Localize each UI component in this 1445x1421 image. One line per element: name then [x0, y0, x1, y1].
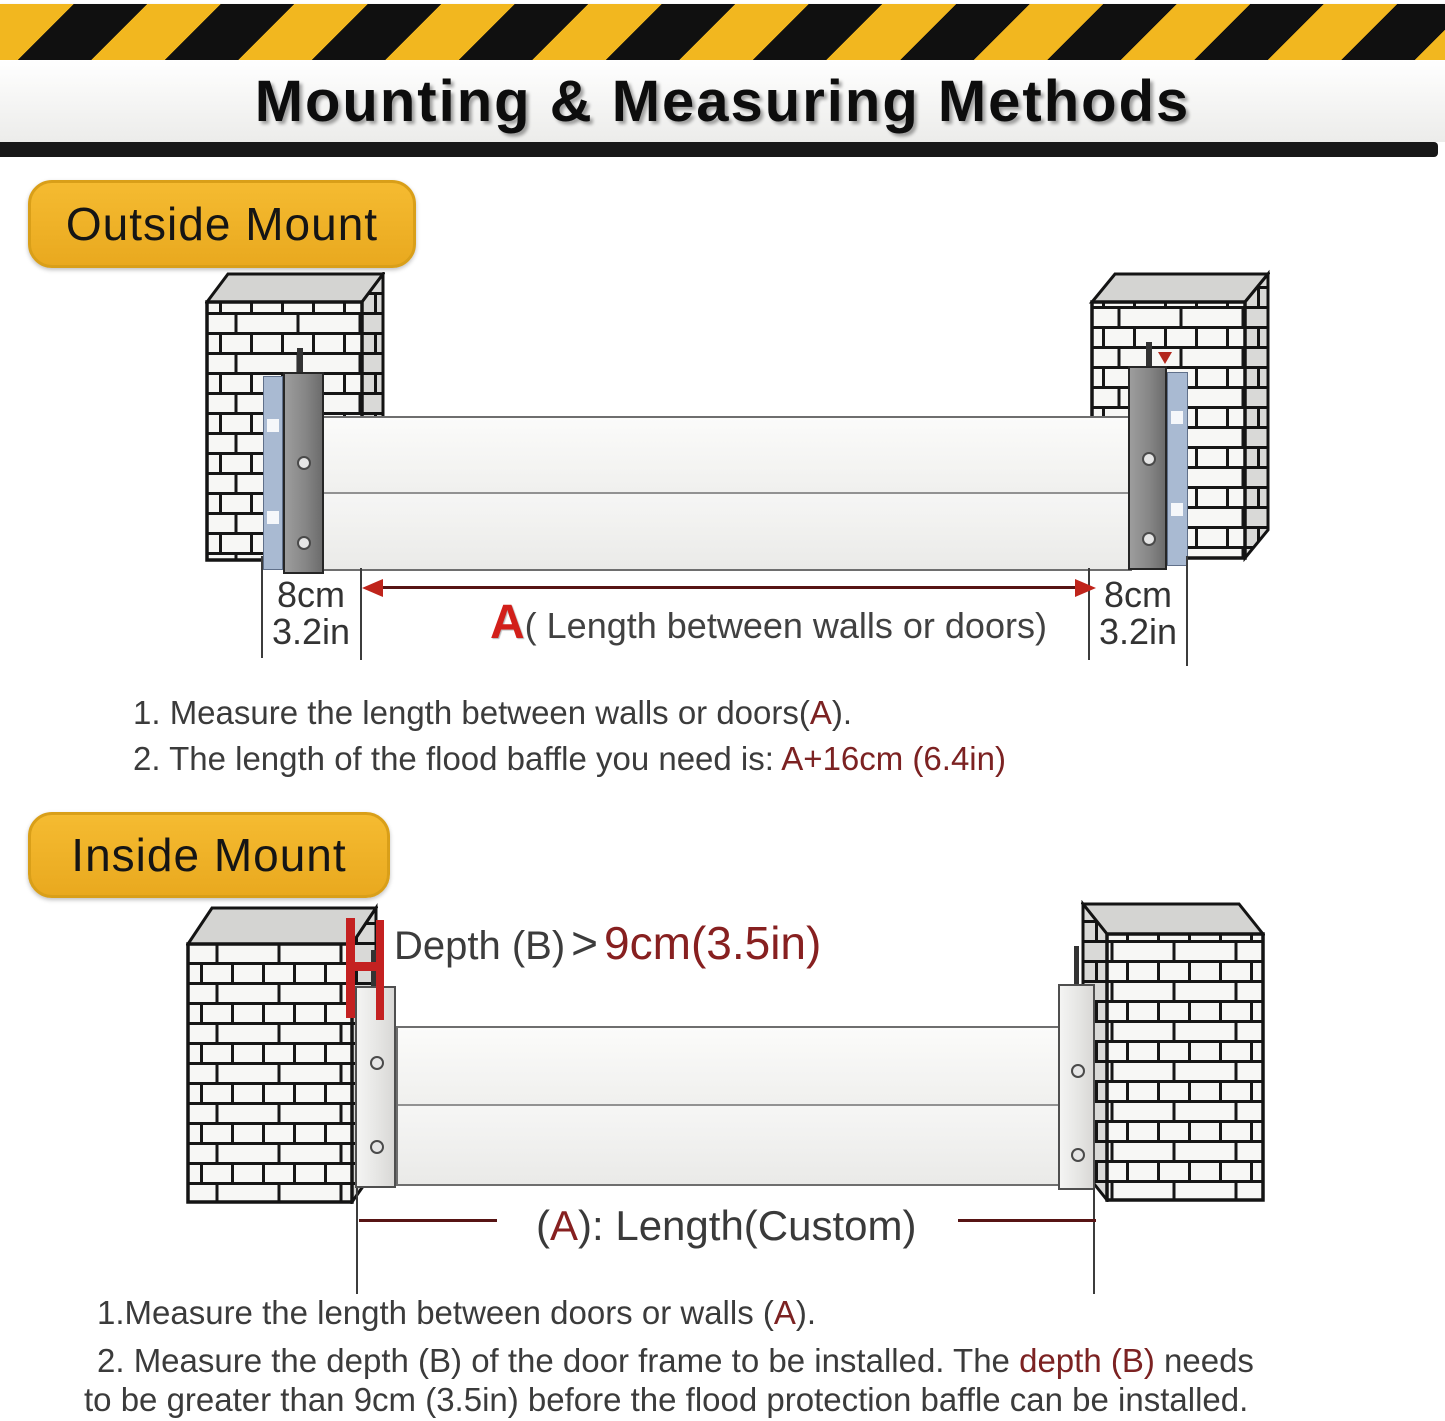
dimension-tick [1186, 556, 1188, 666]
span-length-label-a: A [490, 596, 525, 649]
dim-left-in: 3.2in [271, 611, 351, 652]
depth-bracket-marker [346, 918, 390, 1022]
screw-hole [297, 456, 311, 470]
barrier-plank-top [324, 418, 1130, 494]
inside-mount-badge-label: Inside Mount [71, 829, 347, 881]
anchor-bolt [1074, 946, 1079, 986]
hazard-stripe-banner [0, 4, 1445, 60]
seal-fastener-dot [1171, 411, 1183, 424]
outside-instruction-1: 1. Measure the length between walls or doors(A). [133, 694, 853, 731]
inside-mount-badge [28, 812, 390, 898]
seal-strip-right [1167, 372, 1188, 566]
mounting-channel-outside-left [283, 372, 324, 574]
outside-mount-badge-label: Outside Mount [65, 198, 379, 250]
pillar-top-cap [207, 274, 383, 302]
mounting-channel-inside-right [1058, 984, 1095, 1190]
length-dim-line-right [958, 1219, 1096, 1222]
screw-hole [1071, 1064, 1085, 1078]
screw-hole [370, 1140, 384, 1154]
dim-left-cm: 8cm [276, 574, 345, 615]
dimension-tick [356, 1188, 358, 1294]
screw-hole [297, 536, 311, 550]
page-title: Mounting & Measuring Methods [254, 68, 1191, 134]
barrier-plank-bottom [398, 1106, 1058, 1184]
dim-right-cm: 8cm [1103, 574, 1172, 615]
pillar-front-face [188, 944, 352, 1202]
outside-instruction-2: 2. The length of the flood baffle you need is: A+16cm (6.4in) [133, 740, 1006, 777]
depth-label [394, 916, 821, 970]
outside-mount-badge [28, 180, 416, 268]
mounting-channel-outside-right [1128, 366, 1167, 570]
span-length-label [490, 595, 1047, 650]
depth-label-text: Depth (B) [394, 924, 566, 968]
seal-strip-left [263, 376, 283, 570]
dim-right-in: 3.2in [1098, 611, 1178, 652]
red-marker-arrow [1158, 352, 1172, 364]
inside-instruction-2: 2. Measure the depth (B) of the door frame to be installed. The depth (B) needs [97, 1342, 1254, 1379]
arrowhead-left-icon [362, 579, 383, 597]
flood-barrier-panel-outside [322, 416, 1132, 571]
span-length-label-text: ( Length between walls or doors) [524, 605, 1047, 646]
dimension-tick [1093, 1188, 1095, 1294]
screw-hole [1142, 452, 1156, 466]
seal-fastener-dot [267, 511, 279, 524]
pillar-top-cap [1083, 904, 1263, 934]
depth-label-value: 9cm(3.5in) [604, 917, 822, 969]
greater-than-sign: > [571, 917, 599, 969]
screw-hole [370, 1056, 384, 1070]
pillar-top-cap [1092, 274, 1268, 302]
inside-instruction-1: 1.Measure the length between doors or walls (A). [97, 1294, 817, 1331]
custom-length-label: (A): Length(Custom) [536, 1202, 917, 1249]
barrier-plank-top [398, 1028, 1058, 1106]
seal-fastener-dot [1171, 503, 1183, 516]
seal-fastener-dot [267, 419, 279, 432]
title-bar [0, 60, 1445, 142]
pillar-front-face [1107, 934, 1263, 1200]
screw-hole [1071, 1148, 1085, 1162]
brick-pillar-inside-right [1081, 900, 1265, 1202]
length-dim-line-left [359, 1219, 497, 1222]
screw-hole [1142, 532, 1156, 546]
flood-barrier-panel-inside [396, 1026, 1060, 1186]
length-arrow-line [372, 586, 1086, 589]
barrier-plank-bottom [324, 494, 1130, 570]
inside-instruction-3: to be greater than 9cm (3.5in) before the flood protection baffle can be installed. [84, 1381, 1249, 1418]
header-divider-bar [0, 142, 1438, 157]
